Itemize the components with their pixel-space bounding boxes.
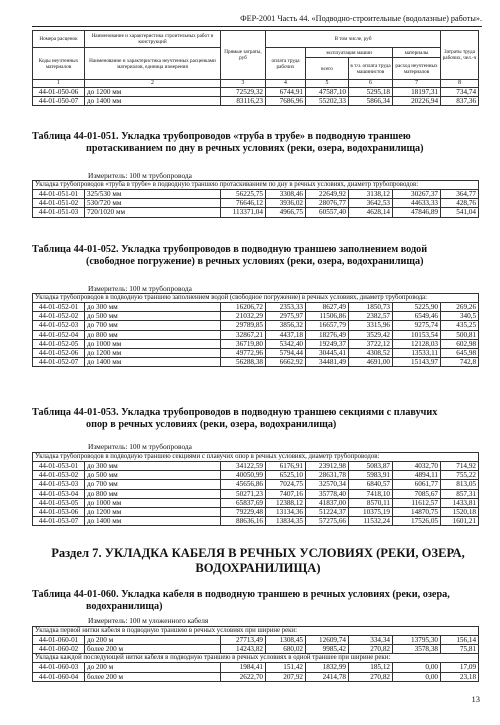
labor-hours: 269,26 xyxy=(441,303,479,312)
worker-pay: 2353,33 xyxy=(266,303,306,312)
labor-hours: 75,81 xyxy=(441,645,479,654)
worker-pay: 2975,97 xyxy=(266,312,306,321)
operator-pay: 5866,34 xyxy=(349,97,393,106)
rate-code: 44-01-060-01 xyxy=(33,636,85,645)
table-60-caption-2: Укладка каждой последующей нитки кабеля в подводную траншею в речных условиях в одной траншее при ширине реки: xyxy=(33,654,479,663)
rate-code: 44-01-053-06 xyxy=(33,508,85,517)
machines-total: 18276,49 xyxy=(306,330,349,339)
materials-cost: 12128,03 xyxy=(393,339,441,348)
work-description: до 800 мм xyxy=(85,489,221,498)
column-number: 4 xyxy=(266,80,306,88)
machines-total: 23912,98 xyxy=(306,462,349,471)
materials-cost: 9275,74 xyxy=(393,321,441,330)
machines-total: 35778,40 xyxy=(306,489,349,498)
materials-cost: 5225,90 xyxy=(393,303,441,312)
labor-hours: 813,05 xyxy=(441,480,479,489)
header-operator-pay: в т.ч. оплата труда машинистов xyxy=(349,58,393,80)
direct-costs: 34122,59 xyxy=(221,462,266,471)
section-7-heading xyxy=(32,546,484,576)
header-material-names: Наименование и характеристика неучтенных расценками материалов, единица измерения xyxy=(85,48,221,80)
table-44-01-051 xyxy=(32,180,479,218)
machines-total: 9985,42 xyxy=(306,645,349,654)
operator-pay: 3315,96 xyxy=(349,321,393,330)
rate-code: 44-01-052-05 xyxy=(33,339,85,348)
operator-pay: 3642,53 xyxy=(349,199,393,208)
table-60-title-line2: водохранилища) xyxy=(86,601,163,613)
column-number: 1 xyxy=(33,80,85,88)
machines-total: 60557,40 xyxy=(306,208,349,217)
rate-code: 44-01-053-07 xyxy=(33,517,85,526)
materials-cost: 6549,46 xyxy=(393,312,441,321)
rate-code: 44-01-053-02 xyxy=(33,471,85,480)
table-row xyxy=(33,97,479,106)
worker-pay: 6525,10 xyxy=(266,471,306,480)
labor-hours: 23,18 xyxy=(441,672,479,681)
worker-pay: 3936,02 xyxy=(266,199,306,208)
table-52-unit: Измеритель: 100 м трубопровода xyxy=(88,284,192,293)
table-53-title-line2: опор в речных условиях (реки, озера, водохранилища) xyxy=(86,419,337,431)
rate-code: 44-01-060-03 xyxy=(33,663,85,672)
materials-cost: 6061,77 xyxy=(393,480,441,489)
header-labor-hours: Затраты труда рабочих, чел.-ч xyxy=(441,31,479,80)
table-60-caption-1: Укладка первой нитки кабеля в подводную траншею в речных условиях при ширине реки: xyxy=(33,627,479,636)
table-52-title-line2: (свободное погружение) в речных условиях (реки, озера, водохранилища) xyxy=(86,256,424,268)
column-number: 2 xyxy=(85,80,221,88)
machines-total: 32570,34 xyxy=(306,480,349,489)
machines-total: 1832,99 xyxy=(306,663,349,672)
section-7-line2: ВОДОХРАНИЛИЩА) xyxy=(195,561,321,575)
operator-pay: 3529,42 xyxy=(349,330,393,339)
work-description: до 1400 мм xyxy=(85,517,221,526)
work-description: до 700 мм xyxy=(85,321,221,330)
direct-costs: 1984,41 xyxy=(221,663,266,672)
materials-cost: 0,00 xyxy=(393,663,441,672)
worker-pay: 151,42 xyxy=(266,663,306,672)
rate-code: 44-01-052-06 xyxy=(33,349,85,358)
operator-pay: 334,34 xyxy=(349,636,393,645)
labor-hours: 645,98 xyxy=(441,349,479,358)
work-description: 530/720 мм xyxy=(85,199,221,208)
materials-cost: 10153,54 xyxy=(393,330,441,339)
work-description: до 1000 мм xyxy=(85,339,221,348)
materials-cost: 0,00 xyxy=(393,672,441,681)
table-row xyxy=(33,88,479,97)
table-row xyxy=(33,303,479,312)
work-description: до 200 м xyxy=(85,636,221,645)
table-row xyxy=(33,199,479,208)
worker-pay: 4966,75 xyxy=(266,208,306,217)
table-51-title-line1: Таблица 44-01-051. Укладка трубопроводов «труба в трубе» в подводную траншею xyxy=(32,131,411,142)
table-60-title xyxy=(32,589,484,614)
materials-cost: 17526,05 xyxy=(393,517,441,526)
table-row xyxy=(33,636,479,645)
worker-pay: 12388,12 xyxy=(266,498,306,507)
table-51-caption: Укладка трубопроводов «труба в трубе» в подводную траншею протаскиванием по дну в речных условиях, диаметр трубопроводов: xyxy=(33,181,479,190)
page-number: 13 xyxy=(471,694,480,704)
work-description: 720/1020 мм xyxy=(85,208,221,217)
operator-pay: 7418,10 xyxy=(349,489,393,498)
section-7-line1: Раздел 7. УКЛАДКА КАБЕЛЯ В РЕЧНЫХ УСЛОВИЯХ (РЕКИ, ОЗЕРА, xyxy=(51,546,465,560)
worker-pay: 5794,44 xyxy=(266,349,306,358)
worker-pay: 3308,46 xyxy=(266,190,306,199)
machines-total: 19249,37 xyxy=(306,339,349,348)
materials-cost: 14870,75 xyxy=(393,508,441,517)
header-direct-costs: Прямые затраты, руб xyxy=(221,31,266,80)
direct-costs: 83116,23 xyxy=(221,97,266,106)
table-51-unit: Измеритель: 100 м трубопровода xyxy=(88,171,192,180)
operator-pay: 6840,57 xyxy=(349,480,393,489)
labor-hours: 602,98 xyxy=(441,339,479,348)
labor-hours: 734,74 xyxy=(441,88,479,97)
materials-cost: 13795,30 xyxy=(393,636,441,645)
table-row xyxy=(33,462,479,471)
worker-pay: 680,02 xyxy=(266,645,306,654)
running-header: ФЕР-2001 Часть 44. «Подводно-строительные (водолазные) работы». xyxy=(240,14,482,23)
materials-cost: 30267,37 xyxy=(393,190,441,199)
operator-pay: 1850,73 xyxy=(349,303,393,312)
header-work-name: Наименование и характеристика строительных работ и конструкций xyxy=(85,31,221,48)
work-description: до 1400 мм xyxy=(85,97,221,106)
materials-cost: 4032,70 xyxy=(393,462,441,471)
column-number: 7 xyxy=(393,80,441,88)
materials-cost: 11612,57 xyxy=(393,498,441,507)
worker-pay: 7024,75 xyxy=(266,480,306,489)
work-description: до 800 мм xyxy=(85,330,221,339)
table-row xyxy=(33,489,479,498)
table-60-unit: Измеритель: 100 м уложенного кабеля xyxy=(88,616,209,625)
rate-code: 44-01-051-03 xyxy=(33,208,85,217)
operator-pay: 8570,11 xyxy=(349,498,393,507)
operator-pay: 270,82 xyxy=(349,645,393,654)
table-row xyxy=(33,508,479,517)
machines-total: 8627,49 xyxy=(306,303,349,312)
header-worker-pay: оплата труда рабочих xyxy=(266,48,306,80)
column-number: 8 xyxy=(441,80,479,88)
labor-hours: 156,14 xyxy=(441,636,479,645)
work-description: более 200 м xyxy=(85,672,221,681)
rate-code: 44-01-060-02 xyxy=(33,645,85,654)
direct-costs: 72529,32 xyxy=(221,88,266,97)
header-materials: материалы xyxy=(393,48,441,58)
operator-pay: 4308,52 xyxy=(349,349,393,358)
direct-costs: 65837,69 xyxy=(221,498,266,507)
rate-code: 44-01-050-07 xyxy=(33,97,85,106)
worker-pay: 6744,91 xyxy=(266,88,306,97)
table-44-01-052 xyxy=(32,293,479,367)
worker-pay: 6176,91 xyxy=(266,462,306,471)
table-53-title xyxy=(32,407,484,432)
work-description: до 300 мм xyxy=(85,303,221,312)
labor-hours: 17,09 xyxy=(441,663,479,672)
direct-costs: 49772,96 xyxy=(221,349,266,358)
rate-code: 44-01-052-04 xyxy=(33,330,85,339)
table-row xyxy=(33,312,479,321)
operator-pay: 4628,14 xyxy=(349,208,393,217)
machines-total: 2414,78 xyxy=(306,672,349,681)
work-description: 325/530 мм xyxy=(85,190,221,199)
labor-hours: 428,76 xyxy=(441,199,479,208)
labor-hours: 742,8 xyxy=(441,358,479,367)
table-44-01-050-continuation xyxy=(32,30,479,106)
direct-costs: 40050,99 xyxy=(221,471,266,480)
operator-pay: 5083,87 xyxy=(349,462,393,471)
table-53-unit: Измеритель: 100 м трубопровода xyxy=(88,442,192,451)
header-rate-number: Номера расценок xyxy=(33,31,85,48)
table-53-caption: Укладка трубопроводов в подводную траншею секциями с плавучих опор в речных условиях, диаметр трубопроводов: xyxy=(33,453,479,462)
labor-hours: 541,04 xyxy=(441,208,479,217)
table-row xyxy=(33,339,479,348)
direct-costs: 21032,29 xyxy=(221,312,266,321)
rate-code: 44-01-053-03 xyxy=(33,480,85,489)
table-row xyxy=(33,645,479,654)
direct-costs: 50271,23 xyxy=(221,489,266,498)
operator-pay: 5983,91 xyxy=(349,471,393,480)
direct-costs: 56288,38 xyxy=(221,358,266,367)
work-description: до 500 мм xyxy=(85,471,221,480)
table-row xyxy=(33,672,479,681)
rate-code: 44-01-053-04 xyxy=(33,489,85,498)
direct-costs: 88636,16 xyxy=(221,517,266,526)
materials-cost: 20226,94 xyxy=(393,97,441,106)
worker-pay: 1308,45 xyxy=(266,636,306,645)
work-description: до 1200 мм xyxy=(85,88,221,97)
materials-cost: 44633,33 xyxy=(393,199,441,208)
header-machines-total: всего xyxy=(306,58,349,80)
operator-pay: 270,82 xyxy=(349,672,393,681)
work-description: до 1000 мм xyxy=(85,498,221,507)
table-51-title-line2: протаскиванием по дну в речных условиях (реки, озера, водохранилища) xyxy=(86,143,424,155)
worker-pay: 6662,92 xyxy=(266,358,306,367)
operator-pay: 5295,18 xyxy=(349,88,393,97)
worker-pay: 4437,18 xyxy=(266,330,306,339)
operator-pay: 4691,00 xyxy=(349,358,393,367)
direct-costs: 76646,12 xyxy=(221,199,266,208)
worker-pay: 7686,96 xyxy=(266,97,306,106)
labor-hours: 1601,21 xyxy=(441,517,479,526)
table-row xyxy=(33,358,479,367)
operator-pay: 10375,19 xyxy=(349,508,393,517)
table-52-caption: Укладка трубопроводов в подводную траншею заполнением водой (свободное погружение) в речных условиях, диаметр трубопровода: xyxy=(33,294,479,303)
rate-code: 44-01-050-06 xyxy=(33,88,85,97)
header-material-codes: Коды неучтенных материалов xyxy=(33,48,85,80)
column-number: 6 xyxy=(349,80,393,88)
table-44-01-053 xyxy=(32,452,479,526)
machines-total: 11506,86 xyxy=(306,312,349,321)
worker-pay: 7407,16 xyxy=(266,489,306,498)
machines-total: 28076,77 xyxy=(306,199,349,208)
labor-hours: 1433,81 xyxy=(441,498,479,507)
header-machines: эксплуатация машин xyxy=(306,48,393,58)
worker-pay: 13834,35 xyxy=(266,517,306,526)
rate-code: 44-01-052-03 xyxy=(33,321,85,330)
rate-code: 44-01-052-02 xyxy=(33,312,85,321)
machines-total: 47587,10 xyxy=(306,88,349,97)
worker-pay: 207,92 xyxy=(266,672,306,681)
table-51-title xyxy=(32,131,484,156)
materials-cost: 4894,11 xyxy=(393,471,441,480)
materials-cost: 15143,97 xyxy=(393,358,441,367)
table-row xyxy=(33,498,479,507)
materials-cost: 18197,31 xyxy=(393,88,441,97)
worker-pay: 13134,36 xyxy=(266,508,306,517)
direct-costs: 2622,70 xyxy=(221,672,266,681)
materials-cost: 3578,38 xyxy=(393,645,441,654)
labor-hours: 857,31 xyxy=(441,489,479,498)
work-description: более 200 м xyxy=(85,645,221,654)
work-description: до 1400 мм xyxy=(85,358,221,367)
table-44-01-060 xyxy=(32,626,479,682)
materials-cost: 7085,67 xyxy=(393,489,441,498)
machines-total: 57275,66 xyxy=(306,517,349,526)
work-description: до 1200 мм xyxy=(85,349,221,358)
rate-code: 44-01-053-01 xyxy=(33,462,85,471)
header-including: В том числе, руб xyxy=(266,31,441,48)
column-number: 3 xyxy=(221,80,266,88)
labor-hours: 340,5 xyxy=(441,312,479,321)
direct-costs: 56225,75 xyxy=(221,190,266,199)
direct-costs: 36719,80 xyxy=(221,339,266,348)
header-rule xyxy=(32,26,482,27)
table-row xyxy=(33,349,479,358)
table-row xyxy=(33,190,479,199)
table-row xyxy=(33,663,479,672)
worker-pay: 5342,40 xyxy=(266,339,306,348)
direct-costs: 14243,82 xyxy=(221,645,266,654)
machines-total: 55202,33 xyxy=(306,97,349,106)
direct-costs: 32867,21 xyxy=(221,330,266,339)
work-description: до 300 мм xyxy=(85,462,221,471)
machines-total: 51224,37 xyxy=(306,508,349,517)
table-row xyxy=(33,517,479,526)
rate-code: 44-01-053-05 xyxy=(33,498,85,507)
machines-total: 12609,74 xyxy=(306,636,349,645)
table-52-title xyxy=(32,244,484,269)
labor-hours: 755,22 xyxy=(441,471,479,480)
machines-total: 28631,78 xyxy=(306,471,349,480)
operator-pay: 185,12 xyxy=(349,663,393,672)
machines-total: 34481,49 xyxy=(306,358,349,367)
direct-costs: 45656,86 xyxy=(221,480,266,489)
direct-costs: 113371,04 xyxy=(221,208,266,217)
work-description: до 200 м xyxy=(85,663,221,672)
rate-code: 44-01-051-01 xyxy=(33,190,85,199)
machines-total: 41837,00 xyxy=(306,498,349,507)
table-row xyxy=(33,480,479,489)
labor-hours: 435,25 xyxy=(441,321,479,330)
rate-code: 44-01-052-01 xyxy=(33,303,85,312)
machines-total: 16657,79 xyxy=(306,321,349,330)
rate-code: 44-01-051-02 xyxy=(33,199,85,208)
operator-pay: 11532,24 xyxy=(349,517,393,526)
direct-costs: 29789,85 xyxy=(221,321,266,330)
worker-pay: 3856,32 xyxy=(266,321,306,330)
machines-total: 22649,92 xyxy=(306,190,349,199)
work-description: до 500 мм xyxy=(85,312,221,321)
machines-total: 30445,41 xyxy=(306,349,349,358)
labor-hours: 837,36 xyxy=(441,97,479,106)
operator-pay: 3138,12 xyxy=(349,190,393,199)
table-row xyxy=(33,321,479,330)
table-row xyxy=(33,330,479,339)
materials-cost: 47846,89 xyxy=(393,208,441,217)
table-row xyxy=(33,208,479,217)
operator-pay: 2382,57 xyxy=(349,312,393,321)
direct-costs: 27713,49 xyxy=(221,636,266,645)
labor-hours: 500,81 xyxy=(441,330,479,339)
labor-hours: 714,92 xyxy=(441,462,479,471)
operator-pay: 3722,12 xyxy=(349,339,393,348)
table-52-title-line1: Таблица 44-01-052. Укладка трубопроводов в подводную траншею заполнением водой xyxy=(32,244,428,255)
direct-costs: 16206,72 xyxy=(221,303,266,312)
column-number: 5 xyxy=(306,80,349,88)
materials-cost: 13533,11 xyxy=(393,349,441,358)
work-description: до 1200 мм xyxy=(85,508,221,517)
header-unaccounted-materials: расход неучтенных материалов xyxy=(393,58,441,80)
table-row xyxy=(33,471,479,480)
labor-hours: 364,77 xyxy=(441,190,479,199)
table-60-title-line1: Таблица 44-01-060. Укладка кабеля в подводную траншею в речных условиях (реки, озера, xyxy=(32,589,450,600)
labor-hours: 1520,18 xyxy=(441,508,479,517)
rate-code: 44-01-052-07 xyxy=(33,358,85,367)
rate-code: 44-01-060-04 xyxy=(33,672,85,681)
work-description: до 700 мм xyxy=(85,480,221,489)
table-53-title-line1: Таблица 44-01-053. Укладка трубопроводов в подводную траншею секциями с плавучих xyxy=(32,407,438,418)
direct-costs: 79229,48 xyxy=(221,508,266,517)
